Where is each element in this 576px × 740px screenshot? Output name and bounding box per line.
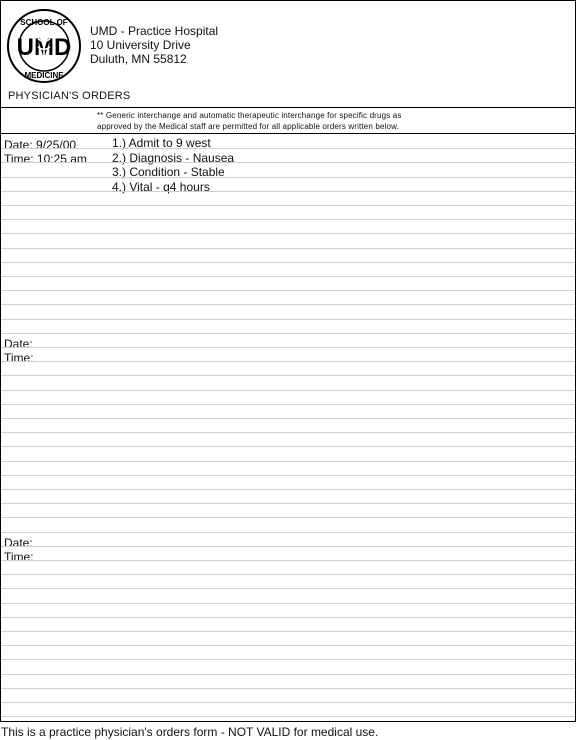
- ruled-line: [1, 546, 575, 547]
- entry-1-time: Time: 10:25 am: [4, 152, 87, 166]
- entry-1-order-4: 4.) Vital - q4 hours: [112, 180, 210, 194]
- ruled-line: [1, 560, 575, 561]
- ruled-line: [1, 631, 575, 632]
- ruled-line: [1, 588, 575, 589]
- ruled-line: [1, 645, 575, 646]
- ruled-line: [1, 688, 575, 689]
- ruled-line: [1, 532, 575, 533]
- ruled-line: [1, 219, 575, 220]
- ruled-line: [1, 404, 575, 405]
- form-title: PHYSICIAN'S ORDERS: [8, 90, 131, 102]
- ruled-line: [1, 446, 575, 447]
- logo-text-bottom: MEDICINE: [24, 71, 64, 80]
- ruled-line: [1, 162, 575, 163]
- ruled-line: [1, 233, 575, 234]
- ruled-line: [1, 503, 575, 504]
- ruled-line: [1, 517, 575, 518]
- logo-text-center: UMD: [16, 34, 72, 61]
- ruled-line: [1, 574, 575, 575]
- entry-2-time: Time:: [4, 351, 34, 365]
- ruled-line: [1, 475, 575, 476]
- ruled-line: [1, 418, 575, 419]
- ruled-line: [1, 716, 575, 717]
- ruled-line: [1, 177, 575, 178]
- ruled-line: [1, 290, 575, 291]
- notice-line-1: ** Generic interchange and automatic therapeutic interchange for specific drugs as: [97, 111, 402, 120]
- address-line-1: 10 University Drive: [90, 38, 191, 52]
- entry-2-date: Date:: [4, 337, 33, 351]
- address-line-2: Duluth, MN 55812: [90, 52, 187, 66]
- ruled-line: [1, 304, 575, 305]
- entry-1-order-2: 2.) Diagnosis - Nausea: [112, 151, 235, 165]
- logo-text-top: SCHOOL OF: [20, 18, 68, 27]
- ruled-line: [1, 390, 575, 391]
- interchange-notice: [1, 108, 575, 134]
- hospital-name: UMD - Practice Hospital: [90, 24, 219, 38]
- notice-line-2: approved by the Medical staff are permitted for all applicable orders written below.: [97, 122, 399, 131]
- notice-text: [97, 110, 401, 132]
- ruled-line: [1, 276, 575, 277]
- ruled-line: [1, 432, 575, 433]
- ruled-line: [1, 248, 575, 249]
- ruled-line: [1, 319, 575, 320]
- entry-3-time: Time:: [4, 550, 34, 564]
- ruled-line: [1, 333, 575, 334]
- hospital-address-block: [90, 24, 218, 66]
- entry-1-order-1: 1.) Admit to 9 west: [112, 136, 211, 150]
- ruled-line: [1, 262, 575, 263]
- ruled-line: [1, 191, 575, 192]
- ruled-line: [1, 347, 575, 348]
- footer-disclaimer: This is a practice physician's orders form - NOT VALID for medical use.: [1, 725, 379, 739]
- ruled-line: [1, 674, 575, 675]
- ruled-line: [1, 489, 575, 490]
- ruled-line: [1, 659, 575, 660]
- ruled-line: [1, 617, 575, 618]
- entry-1-date: Date: 9/25/00: [4, 138, 77, 152]
- ruled-line: [1, 205, 575, 206]
- ruled-line: [1, 702, 575, 703]
- ruled-line: [1, 375, 575, 376]
- form-header: [1, 1, 575, 108]
- order-entry-area: [1, 134, 575, 721]
- entry-3-date: Date:: [4, 536, 33, 550]
- ruled-line: [1, 603, 575, 604]
- ruled-line: [1, 461, 575, 462]
- school-of-medicine-logo: [6, 8, 82, 84]
- ruled-line: [1, 361, 575, 362]
- ruled-line: [1, 148, 575, 149]
- entry-1-order-3: 3.) Condition - Stable: [112, 165, 225, 179]
